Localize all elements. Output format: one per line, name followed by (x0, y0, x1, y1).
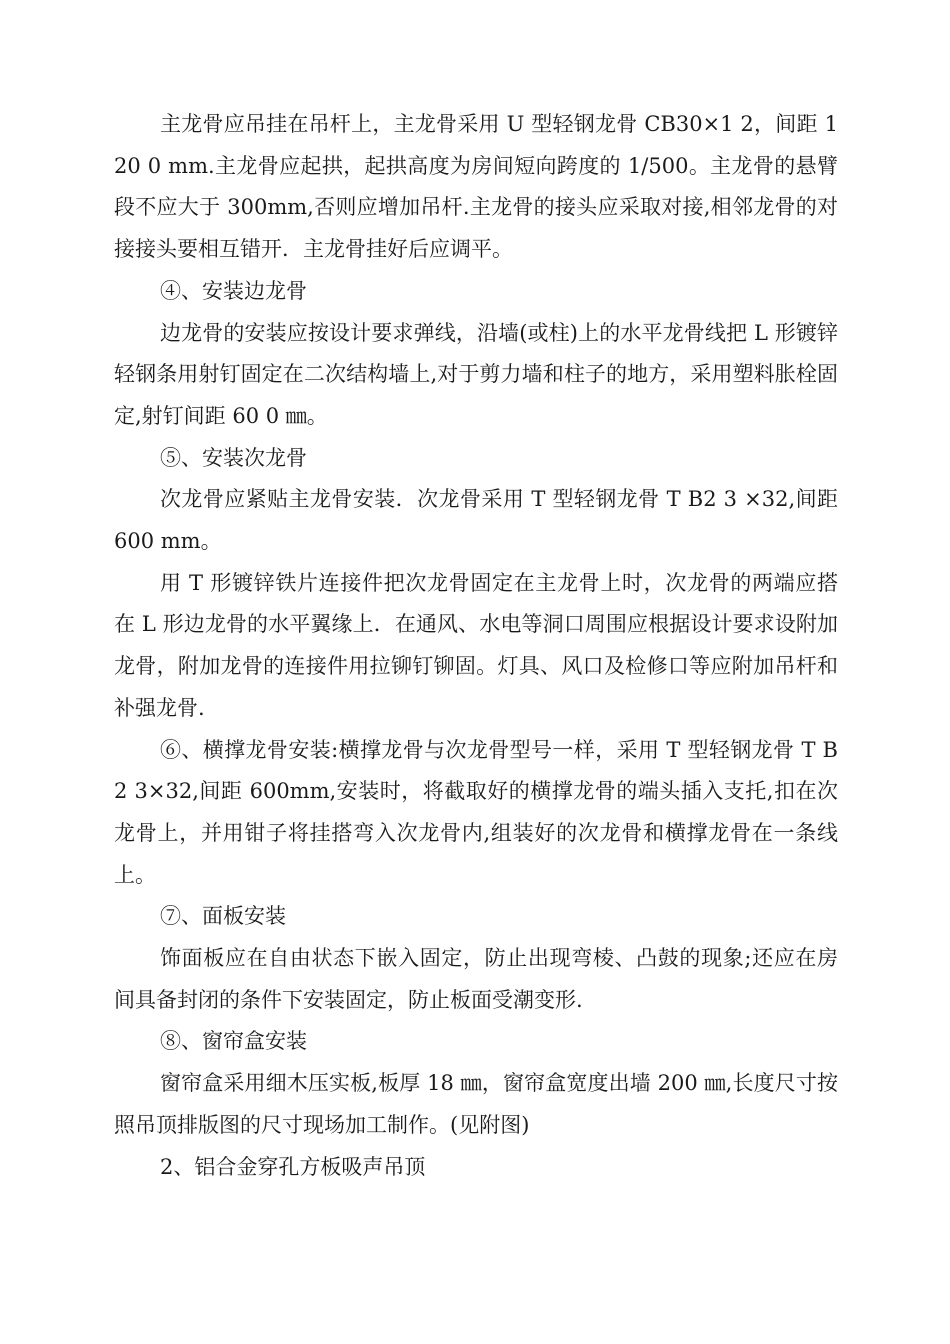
paragraph-panel-install: 饰面板应在自由状态下嵌入固定，防止出现弯棱、凸鼓的现象;还应在房间具备封闭的条件下安装固定，防止板面受潮变形. (114, 946, 838, 1012)
heading-aluminum-ceiling: 2、铝合金穿孔方板吸声吊顶 (160, 1154, 426, 1179)
heading-panel-install: ⑦、面板安装 (160, 904, 286, 929)
heading-install-edge-keel: ④、安装边龙骨 (160, 278, 307, 303)
paragraph-secondary-keel: 次龙骨应紧贴主龙骨安装．次龙骨采用 T 型轻钢龙骨 T B2 3 ×32,间距 600 mm。 (114, 487, 838, 554)
body-text (114, 104, 838, 1188)
paragraph-edge-keel: 边龙骨的安装应按设计要求弹线，沿墙(或柱)上的水平龙骨线把 L 形镀锌轻钢条用射钉固定在二次结构墙上,对于剪力墙和柱子的地方，采用塑料胀栓固定,射钉间距 60 0 ㎜。 (114, 320, 838, 428)
heading-curtain-box-install: ⑧、窗帘盒安装 (160, 1029, 307, 1054)
paragraph-t-connector: 用 T 形镀锌铁片连接件把次龙骨固定在主龙骨上时，次龙骨的两端应搭在 L 形边龙骨的水平翼缘上．在通风、水电等洞口周围应根据设计要求设附加龙骨，附加龙骨的连接件用拉铆钉铆固。灯具、风口及检修口等应附加吊杆和补强龙骨. (114, 570, 838, 720)
paragraph-main-keel: 主龙骨应吊挂在吊杆上，主龙骨采用 U 型轻钢龙骨 CB30×1 2，间距 120 0 mm.主龙骨应起拱，起拱高度为房间短向跨度的 1/500。主龙骨的悬臂段不应大于 300mm,否则应增加吊杆.主龙骨的接头应采取对接,相邻龙骨的对接接头要相互错开．主龙骨挂好后应调平。 (114, 112, 838, 262)
heading-install-secondary-keel: ⑤、安装次龙骨 (160, 445, 307, 470)
paragraph-curtain-box: 窗帘盒采用细木压实板,板厚 18 ㎜，窗帘盒宽度出墙 200 ㎜,长度尺寸按照吊顶排版图的尺寸现场加工制作。(见附图) (114, 1071, 838, 1137)
paragraph-cross-brace-keel: ⑥、横撑龙骨安装:横撑龙骨与次龙骨型号一样，采用 T 型轻钢龙骨 T B 2 3×32,间距 600mm,安装时，将截取好的横撑龙骨的端头插入支托,扣在次龙骨上，并用钳子将挂搭弯入次龙骨内,组装好的次龙骨和横撑龙骨在一条线上。 (114, 737, 838, 887)
